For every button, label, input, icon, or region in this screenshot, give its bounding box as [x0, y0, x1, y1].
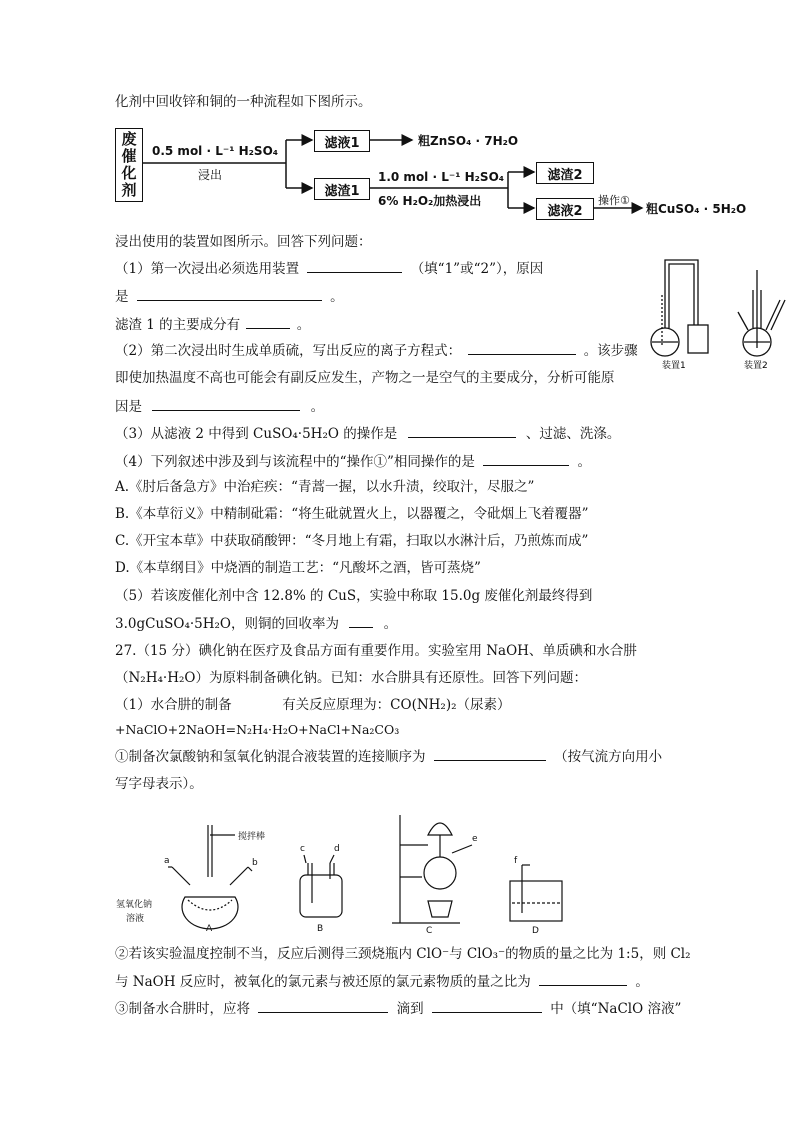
stir-rod-label: 搅拌棒	[238, 832, 266, 842]
hydrazine-apparatus-figure	[110, 805, 690, 935]
filtrate2-box: 滤液2	[536, 198, 594, 220]
q-line-18	[115, 695, 511, 715]
leaching-apparatus-figure	[640, 250, 790, 375]
residue1-suffix: 。	[296, 317, 311, 333]
q-line-23	[115, 971, 649, 992]
q3-suffix: 、过滤、洗涤。	[525, 426, 621, 442]
q27-intro-2: （N₂H₄·H₂O）为原料制备碘化钠。已知：水合肼具有还原性。回答下列问题：	[115, 670, 587, 686]
solution-label: 溶液	[126, 914, 145, 924]
operation-label: 操作①	[598, 194, 630, 207]
port-f: f	[514, 856, 518, 866]
residue2-box: 滤渣2	[536, 162, 594, 184]
answer-blank-7[interactable]	[483, 451, 569, 466]
residue1-prompt: 滤渣 1 的主要成分有	[115, 317, 241, 333]
intro-text: 化剂中回收锌和铜的一种流程如下图所示。	[115, 94, 372, 110]
reaction-equation: +NaClO+2NaOH=N₂H₄·H₂O+NaCl+Na₂CO₃	[115, 722, 400, 737]
q27-2-suffix: 。	[635, 974, 649, 990]
q27-3-mid: 滴到	[396, 1001, 424, 1017]
answer-blank-12[interactable]	[432, 998, 542, 1013]
hydrazine-heading: （1）水合肼的制备	[115, 697, 232, 713]
leach1-reagent: 0.5 mol · L⁻¹ H₂SO₄	[152, 144, 279, 158]
q27-intro: 27.（15 分）碘化钠在医疗及食品方面有重要作用。实验室用 NaOH、单质碘和水合肼	[115, 643, 637, 659]
q27-2-prompt: 与 NaOH 反应时，被氧化的氯元素与被还原的氯元素物质的量之比为	[115, 974, 531, 990]
label-a: A	[206, 924, 213, 934]
port-e: e	[472, 834, 478, 844]
q-line-4	[115, 314, 310, 335]
option-c: C.《开宝本草》中获取硝酸钾：“冬月地上有霜，扫取以水淋汁后，乃煎炼而成”	[115, 533, 589, 549]
port-b: b	[252, 858, 258, 868]
naoh-label: 氢氧化钠	[116, 900, 153, 910]
q-line-3	[115, 286, 344, 307]
q-line-22: ②若该实验温度控制不当，反应后测得三颈烧瓶内 ClO⁻与 ClO₃⁻的物质的量之比为 1:5，则 Cl₂	[115, 946, 691, 962]
product-zn: 粗ZnSO₄ · 7H₂O	[418, 134, 519, 148]
residue1-box: 滤渣1	[314, 178, 370, 200]
q-line-9	[115, 451, 591, 472]
device2-label: 装置2	[744, 361, 768, 371]
q3-prompt: （3）从滤液 2 中得到 CuSO₄·5H₂O 的操作是	[115, 426, 398, 442]
answer-blank-5[interactable]	[152, 396, 300, 411]
option-b: B.《本草衍义》中精制砒霜：“将生砒就置火上，以器覆之，令砒烟上飞着覆器”	[115, 506, 589, 522]
answer-blank-11[interactable]	[258, 998, 388, 1013]
q1-reason-suffix: 。	[330, 289, 344, 305]
q5-suffix: 。	[383, 616, 398, 632]
q-line-14: （5）若该废催化剂中含 12.8% 的 CuS，实验中称取 15.0g 废催化剂最终得到	[115, 588, 593, 604]
device1-label: 装置1	[662, 361, 686, 371]
answer-blank-1[interactable]	[307, 258, 402, 273]
answer-blank-6[interactable]	[408, 423, 516, 438]
option-d: D.《本草纲目》中烧酒的制造工艺：“凡酸坏之酒，皆可蒸烧”	[115, 560, 481, 576]
q5-prompt: 3.0gCuSO₄·5H₂O，则铜的回收率为	[115, 616, 339, 632]
port-c: c	[300, 844, 305, 854]
answer-blank-9[interactable]	[434, 746, 546, 761]
q2-reason-suffix: 。	[310, 399, 325, 415]
leach2-label: 6% H₂O₂加热浸出	[378, 194, 482, 208]
label-d: D	[532, 926, 539, 935]
q-line-7	[115, 396, 324, 417]
q-line-20	[115, 746, 662, 767]
q-line-5	[115, 340, 638, 361]
q2-reason-prefix: 因是	[115, 399, 142, 415]
product-cu: 粗CuSO₄ · 5H₂O	[646, 202, 747, 216]
option-a: A.《肘后备急方》中治疟疾：“青蒿一握，以水升渍，绞取汁，尽服之”	[115, 479, 535, 495]
leach2-reagent: 1.0 mol · L⁻¹ H₂SO₄	[378, 170, 505, 184]
answer-blank-8[interactable]	[349, 613, 373, 628]
q-line-1: 浸出使用的装置如图所示。回答下列问题：	[115, 234, 372, 250]
leach1-label: 浸出	[198, 168, 223, 182]
q-line-6: 即使加热温度不高也可能会有副反应发生，产物之一是空气的主要成分，分析可能原	[115, 370, 615, 386]
label-c: C	[426, 926, 433, 935]
q1-prompt: （1）第一次浸出必须选用装置	[115, 261, 300, 277]
filtrate1-box: 滤液1	[314, 130, 370, 152]
reaction-principle: 有关反应原理为：CO(NH₂)₂（尿素）	[282, 697, 511, 713]
q-line-24	[115, 998, 681, 1019]
q27-3-prompt: ③制备水合肼时，应将	[115, 1001, 250, 1017]
q27-1-suffix: （按气流方向用小	[554, 749, 663, 765]
q-line-2	[115, 258, 543, 279]
label-b: B	[317, 924, 324, 934]
q4-suffix: 。	[577, 454, 591, 470]
port-a: a	[164, 856, 170, 866]
answer-blank-3[interactable]	[246, 314, 290, 329]
q1-reason-prefix: 是	[115, 289, 129, 305]
q1-prompt-2: （填“1”或“2”），原因	[410, 261, 544, 277]
q4-prompt: （4）下列叙述中涉及到与该流程中的“操作①”相同操作的是	[115, 454, 475, 470]
answer-blank-10[interactable]	[539, 971, 627, 986]
q-line-15	[115, 613, 397, 634]
q-line-8	[115, 423, 620, 444]
q27-3-suffix: 中（填“NaClO 溶液”	[550, 1001, 682, 1017]
answer-blank-4[interactable]	[468, 340, 576, 355]
q2-prompt-2: 。该步骤	[583, 343, 638, 359]
q2-prompt: （2）第二次浸出时生成单质硫，写出反应的离子方程式：	[115, 343, 462, 359]
q27-1-prompt: ①制备次氯酸钠和氢氧化钠混合液装置的连接顺序为	[115, 749, 426, 765]
port-d: d	[334, 844, 340, 854]
flow-source: 废催化剂	[115, 128, 143, 202]
answer-blank-2[interactable]	[137, 286, 322, 301]
q-line-21: 写字母表示）。	[115, 776, 203, 792]
